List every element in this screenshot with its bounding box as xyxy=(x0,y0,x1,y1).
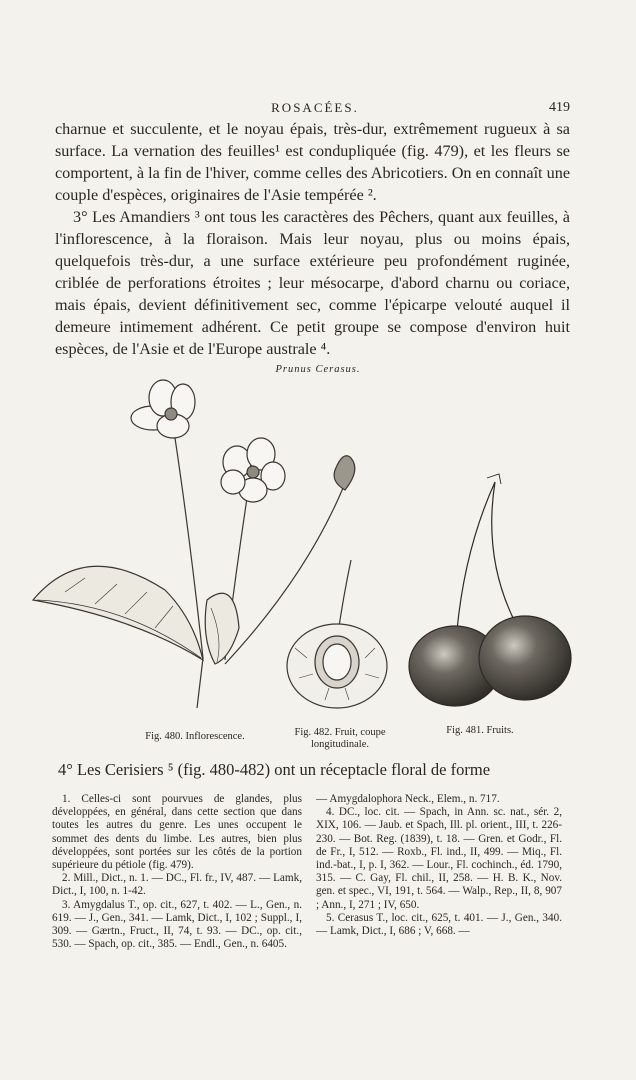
footnotes-right-column xyxy=(316,793,562,938)
fruit-section-drawing xyxy=(287,560,387,708)
figure-caption: Fig. 481. Fruits. xyxy=(446,725,514,736)
plate-title: Prunus Cerasus. xyxy=(275,364,361,375)
body-text xyxy=(55,118,570,360)
running-title: ROSACÉES. xyxy=(271,100,359,115)
footnote: 1. Celles-ci sont pourvues de glandes, plus développées, en général, dans cette section que dans toutes les autres du genre. Les unes occupent le sommet des dents du limbe. Les autres, bien plus développées, sont portées sur les côtés de la portion supérieure du pétiole (fig. 479). xyxy=(52,793,302,872)
flower-drawing xyxy=(131,380,195,438)
figure-caption: Fig. 480. Inflorescence. xyxy=(145,731,245,742)
footnotes-left-column xyxy=(52,793,302,951)
footnote: 3. Amygdalus T., op. cit., 627, t. 402. — L., Gen., n. 619. — J., Gen., 341. — Lamk, Dict., I, 102 ; Suppl., I, 309. — Gærtn., Fruct., II, 74, t. 93. — DC., op. cit., 530. — Spach, op. cit., 385. — Endl., Gen., n. 6405. xyxy=(52,898,302,951)
figure-caption: Fig. 482. Fruit, coupe longitudinale. xyxy=(294,727,386,750)
paragraph: charnue et succulente, et le noyau épais, très-dur, extrêmement rugueux à sa surface. La vernation des feuilles¹ est condupliquée (fig. 479), et les fleurs se comportent, à la fin de l'hiver, comme celles des Abricotiers. On en connaît une couple d'espèces, originaires de l'Asie tempérée ². xyxy=(55,120,570,204)
paragraph: 3° Les Amandiers ³ ont tous les caractères des Pêchers, quant aux feuilles, à l'inflorescence, à la floraison. Mais leur noyau, plus ou moins épais, quelquefois très-dur, a une surface extérieure peu profondément ruginée, criblée de perforations étroites ; leur mésocarpe, d'abord charnu ou coriace, mais épais, devient définitivement sec, comme l'épicarpe velouté auquel il demeure intimement adhérent. Ce petit groupe se compose d'environ huit espèces, de l'Asie et de l'Europe australe ⁴. xyxy=(55,208,570,358)
footnote: 5. Cerasus T., loc. cit., 625, t. 401. — J., Gen., 340. — Lamk, Dict., I, 686 ; V, 668. — xyxy=(316,911,562,938)
section-heading-line: 4° Les Cerisiers ⁵ (fig. 480-482) ont un réceptacle floral de forme xyxy=(58,760,491,779)
footnote: 4. DC., loc. cit. — Spach, in Ann. sc. nat., sér. 2, XIX, 106. — Jaub. et Spach, Ill. pl. orient., III, t. 226-230. — Bot. Reg. (1839), t. 18. — Gren. et Godr., Fl. de Fr., I, 512. — Roxb., Fl. ind., II, 499. — Miq., Fl. ind.-bat., I, p. I, 362. — Lour., Fl. cochinch., éd. 1790, 315. — C. Gay, Fl. chil., II, 258. — H. B. K., Nov. gen. et spec., VI, 191, t. 564. — Walp., Rep., II, 8, 907 ; Ann., I, 271 ; IV, 650. xyxy=(316,806,562,911)
footnote: — Amygdalophora Neck., Elem., n. 717. xyxy=(316,793,500,805)
cherries-drawing xyxy=(409,474,571,706)
prunus-cerasus-illustration xyxy=(25,378,611,728)
flower-drawing xyxy=(221,438,285,502)
footnote: 2. Mill., Dict., n. 1. — DC., Fl. fr., IV, 487. — Lamk, Dict., I, 100, n. 1-42. xyxy=(52,872,302,898)
running-head xyxy=(60,100,570,118)
page-number: 419 xyxy=(549,100,570,115)
